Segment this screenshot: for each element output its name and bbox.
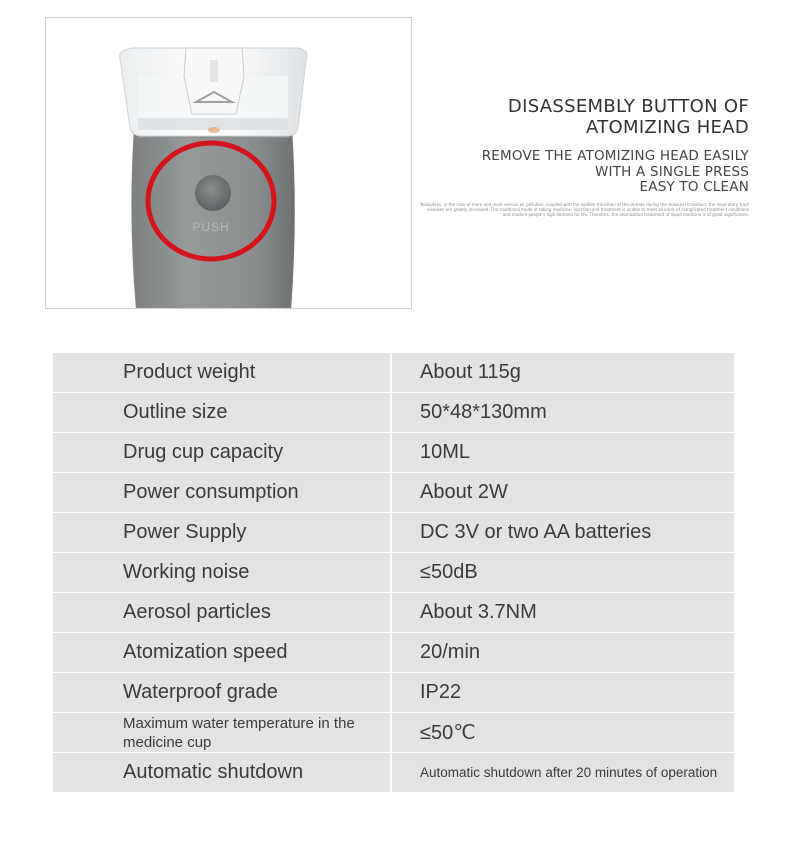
product-photo — [45, 17, 412, 309]
spec-label: Aerosol particles — [53, 593, 392, 633]
spec-value: About 2W — [392, 473, 734, 513]
push-label: PUSH — [192, 220, 230, 234]
spec-row-automatic-shutdown — [53, 753, 734, 793]
feature-sub-line3: EASY TO CLEAN — [639, 179, 749, 195]
spec-label: Automatic shutdown — [53, 753, 392, 793]
spec-label: Working noise — [53, 553, 392, 593]
feature-heading-line2: ATOMIZING HEAD — [586, 117, 749, 138]
spec-row-max-water-temperature — [53, 713, 734, 753]
spec-row-product-weight — [53, 353, 734, 393]
spec-label: Power Supply — [53, 513, 392, 553]
feature-subheading — [419, 149, 749, 196]
spec-row-atomization-speed — [53, 633, 734, 673]
spec-value: 50*48*130mm — [392, 393, 734, 433]
spec-value: 20/min — [392, 633, 734, 673]
feature-description — [419, 96, 749, 217]
spec-label: Maximum water temperature in the medicine cup — [53, 713, 392, 753]
spec-label: Waterproof grade — [53, 673, 392, 713]
spec-row-working-noise — [53, 553, 734, 593]
feature-sub-line2: WITH A SINGLE PRESS — [595, 163, 749, 180]
spec-row-drug-cup-capacity — [53, 433, 734, 473]
spec-row-waterproof-grade — [53, 673, 734, 713]
spec-row-power-consumption — [53, 473, 734, 513]
spec-label: Atomization speed — [53, 633, 392, 673]
spec-row-aerosol-particles — [53, 593, 734, 633]
spec-value: 10ML — [392, 433, 734, 473]
nebulizer-illustration — [46, 18, 412, 309]
spec-label: Power consumption — [53, 473, 392, 513]
spec-label: Product weight — [53, 353, 392, 393]
spec-row-outline-size — [53, 393, 734, 433]
spec-value: About 115g — [392, 353, 734, 393]
push-button-graphic — [195, 175, 231, 211]
feature-heading — [419, 96, 749, 138]
spec-value: Automatic shutdown after 20 minutes of operation — [392, 753, 734, 793]
spec-value: DC 3V or two AA batteries — [392, 513, 734, 553]
spec-value: ≤50℃ — [392, 713, 734, 753]
spec-label: Drug cup capacity — [53, 433, 392, 473]
spec-value: IP22 — [392, 673, 734, 713]
feature-heading-line1: DISASSEMBLY BUTTON OF — [507, 96, 749, 117]
spec-table — [53, 353, 734, 793]
spec-label: Outline size — [53, 393, 392, 433]
feature-sub-line1: REMOVE THE ATOMIZING HEAD EASILY — [481, 148, 749, 164]
feature-fine-print: Nowadays, in the case of more and more serious air pollution, coupled with the sudden transition of the climate during the seasonal transition, the respiratory tract diseases are greatly increased. The traditional mode of taking medicine, injection and treatment is unable to meet all kinds of complicated treatment conditions and modern people's high demand for life. Therefore, the atomization treatment of liquid medicine is of great significance. — [420, 201, 749, 217]
spec-row-power-supply — [53, 513, 734, 553]
spec-value: About 3.7NM — [392, 593, 734, 633]
spec-value: ≤50dB — [392, 553, 734, 593]
